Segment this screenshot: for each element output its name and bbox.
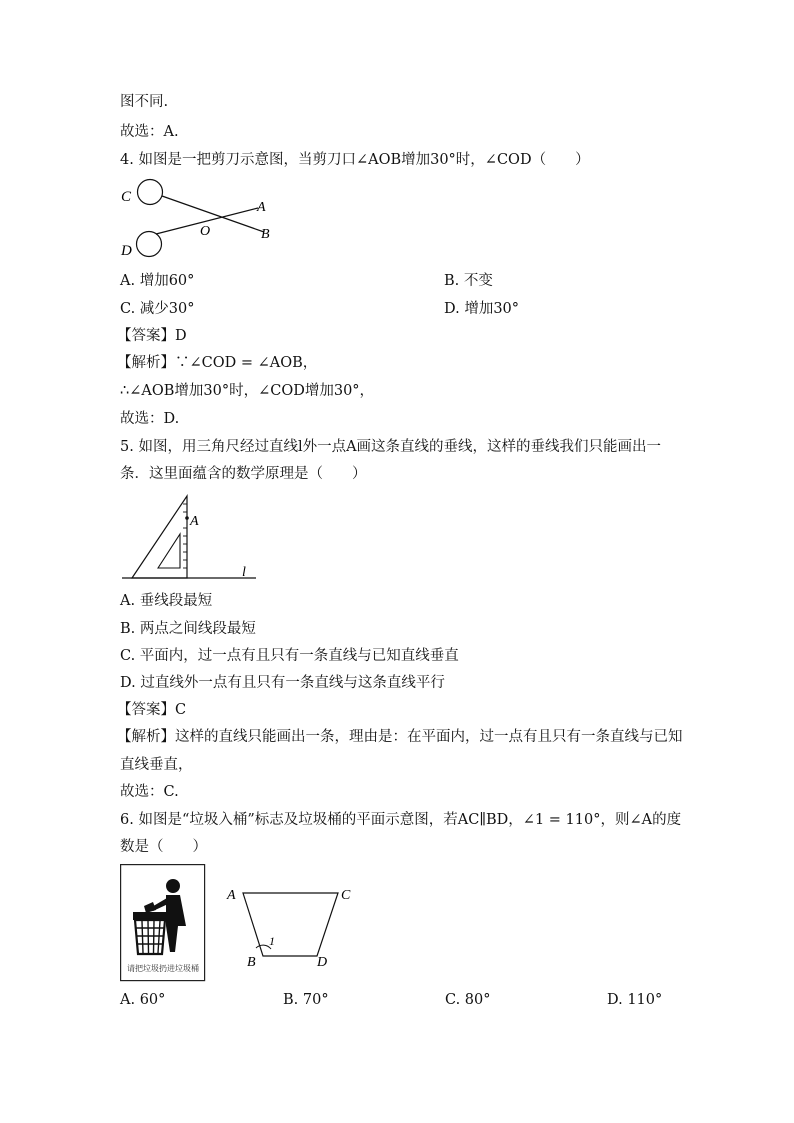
label-a: A [227, 888, 236, 903]
q4-analysis-2: ∴∠AOB增加30°时，∠COD增加30°， [120, 383, 375, 399]
q4-choice: 故选：D. [120, 411, 180, 427]
q4-stem: 4. 如图是一把剪刀示意图，当剪刀口∠AOB增加30°时，∠COD（ ） [120, 152, 590, 168]
q6-trash-sign [120, 864, 206, 982]
set-square-inner [158, 534, 180, 568]
q5-analysis-1: 【解析】这样的直线只能画出一条，理由是：在平面内，过一点有且只有一条直线与已知 [117, 729, 683, 745]
bin-body-icon [135, 920, 165, 954]
label-b: B [261, 227, 270, 242]
q5-option-d: D. 过直线外一点有且只有一条直线与这条直线平行 [120, 675, 445, 691]
q5-stem-1: 5. 如图，用三角尺经过直线l外一点A画这条直线的垂线，这样的垂线我们只能画出一 [120, 439, 662, 455]
sign-caption: 请把垃圾扔进垃圾桶 [127, 964, 199, 973]
q6-option-a: A. 60° [120, 992, 166, 1008]
q4-option-c: C. 减少30° [120, 301, 195, 317]
label-d: D [317, 955, 328, 970]
q6-option-d: D. 110° [607, 992, 663, 1008]
label-a: A [190, 514, 199, 529]
q4-answer: 【答案】D [117, 328, 187, 344]
q6-option-c: C. 80° [445, 992, 491, 1008]
q5-answer: 【答案】C [117, 702, 187, 718]
label-o: O [200, 224, 211, 239]
q4-option-a: A. 增加60° [120, 273, 195, 289]
q5-stem-2: 条．这里面蕴含的数学原理是（ ） [120, 466, 367, 482]
q5-analysis-2: 直线垂直， [120, 757, 193, 773]
q5-triangle-ruler-figure [118, 490, 263, 585]
q5-choice: 故选：C. [120, 784, 179, 800]
person-head-icon [166, 879, 180, 893]
scissors-handle-d [137, 232, 162, 257]
label-a: A [257, 200, 266, 215]
q4-scissors-figure [118, 174, 288, 264]
q5-option-c: C. 平面内，过一点有且只有一条直线与已知直线垂直 [120, 648, 459, 664]
q5-option-b: B. 两点之间线段最短 [120, 621, 256, 637]
bin-rim [133, 912, 167, 920]
scissors-blade-cb [162, 196, 264, 232]
scissors-handle-c [138, 180, 163, 205]
q6-trapezoid-figure [225, 880, 360, 972]
q6-option-b: B. 70° [283, 992, 329, 1008]
label-angle-1: 1 [269, 934, 275, 948]
label-c: C [121, 189, 132, 205]
q5-option-a: A. 垂线段最短 [120, 593, 213, 609]
q4-option-b: B. 不变 [444, 273, 493, 289]
prev-choice: 故选：A. [120, 124, 179, 140]
label-l: l [242, 565, 246, 580]
prev-text-line: 图不同. [120, 94, 169, 110]
q4-analysis-1: 【解析】∵∠COD = ∠AOB， [117, 355, 318, 371]
label-b: B [247, 955, 256, 970]
label-c: C [341, 888, 351, 903]
q4-option-d: D. 增加30° [444, 301, 520, 317]
point-a [185, 516, 189, 520]
q6-stem-2: 数是（ ） [120, 839, 207, 855]
label-d: D [121, 243, 132, 259]
ruler-ticks [183, 504, 187, 568]
q6-stem-1: 6. 如图是“垃圾入桶”标志及垃圾桶的平面示意图，若AC∥BD，∠1 = 110°，则∠A的度 [120, 812, 682, 828]
